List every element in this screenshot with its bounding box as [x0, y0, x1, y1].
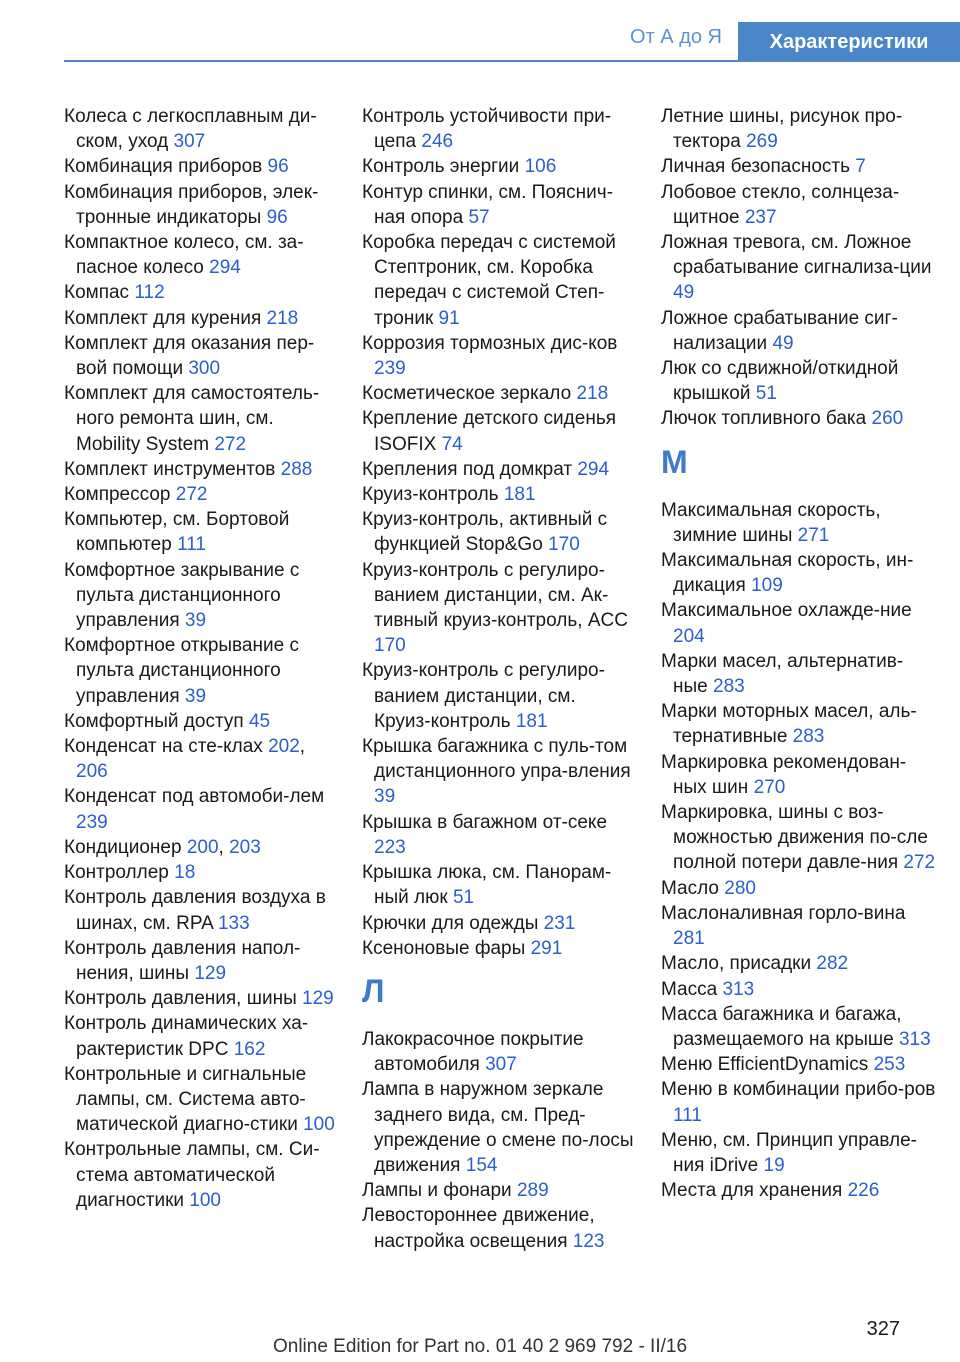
page-reference-link[interactable]: 206 [76, 761, 108, 783]
index-entry-term: Максимальная скорость, зимние шины [661, 499, 881, 546]
index-entry-term: Ксеноновые фары [362, 937, 526, 959]
index-letter-heading: Л [362, 972, 385, 1009]
page-reference-link[interactable]: 294 [577, 458, 610, 480]
page-reference-link[interactable]: 204 [673, 625, 705, 647]
index-entry [64, 1062, 336, 1138]
index-entry [362, 230, 634, 331]
index-entry-term: Круиз-контроль с регулиро-ванием дистанции, см. Ак-тивный круиз-контроль, ACC [362, 559, 628, 632]
index-entry [362, 180, 634, 230]
index-entry-term: Лобовое стекло, солнцеза-щитное [661, 181, 900, 228]
page-reference-link[interactable]: 294 [209, 257, 241, 279]
page-reference-link[interactable]: 39 [184, 685, 207, 707]
index-entry-term: Максимальное охлажде-ние [661, 600, 912, 622]
index-entry [661, 154, 936, 179]
index-entry-term: Крепления под домкрат [362, 458, 573, 480]
index-entry-term: Комфортное закрывание с пульта дистанционного управления [64, 559, 300, 632]
index-entry [661, 498, 936, 548]
page-reference-link[interactable]: 111 [177, 534, 206, 556]
header-chapter-tab: Характеристики [738, 22, 960, 62]
page-reference-link[interactable]: 74 [441, 433, 463, 455]
page-reference-link[interactable]: 271 [797, 524, 830, 546]
page-reference-link[interactable]: 237 [744, 206, 777, 228]
index-entry [661, 977, 936, 1002]
page-reference-link[interactable]: 49 [673, 282, 695, 304]
index-entry [64, 230, 336, 280]
index-entry-term: Контроль давления воздуха в шинах, см. RPA [64, 887, 326, 934]
index-entry-term: Компрессор [64, 484, 171, 506]
index-entry [64, 860, 336, 885]
page-reference-link[interactable]: 291 [530, 937, 563, 959]
index-entry [64, 306, 336, 331]
page-reference-link[interactable]: 170 [548, 534, 580, 556]
page-reference-link[interactable]: 96 [266, 206, 288, 228]
index-entry [362, 658, 634, 734]
index-entry [64, 482, 336, 507]
index-entry-term: Комбинация приборов [64, 156, 263, 178]
index-entry-term: Марки масел, альтернатив-ные [661, 650, 904, 698]
index-entry-term: Контрольные и сигнальные лампы, см. Система авто-матической диагно-стики [64, 1063, 307, 1136]
index-entry [64, 784, 336, 834]
page-reference-link[interactable]: 218 [576, 383, 609, 405]
page-reference-link[interactable]: 246 [421, 131, 454, 153]
index-entry [661, 750, 936, 800]
index-entry [661, 1002, 936, 1052]
page-reference-link[interactable]: 313 [898, 1028, 931, 1050]
index-entry-term: Контроль давления, шины [64, 988, 297, 1010]
index-entry-term: Комфортный доступ [64, 710, 244, 732]
index-entry [661, 800, 936, 876]
index-entry-term: Коррозия тормозных дис-ков [362, 332, 618, 354]
index-column-3 [661, 104, 936, 1203]
page-reference-link[interactable]: 269 [746, 131, 778, 153]
page-reference-link[interactable]: 154 [465, 1154, 498, 1176]
index-entry [64, 280, 336, 305]
index-entry-term: Лампы и фонари [362, 1180, 512, 1202]
index-entry-term: Меню, см. Принцип управле-ния iDrive [661, 1129, 917, 1176]
index-entry [661, 951, 936, 976]
index-entry-term: Левостороннее движение, настройка освещения [362, 1205, 595, 1252]
index-entry-term: Контроль динамических ха-рактеристик DPC [64, 1013, 309, 1060]
index-entry [64, 381, 336, 457]
index-entry-term: Кондиционер [64, 836, 182, 858]
page-reference-link[interactable]: 239 [76, 811, 108, 833]
page-reference-link[interactable]: 283 [713, 676, 745, 698]
index-entry-term: Комплект для оказания пер-вой помощи [64, 332, 315, 380]
index-entry-term: Круиз-контроль [362, 484, 499, 506]
index-entry [362, 911, 634, 936]
index-entry: Конденсат на сте-клах 202, 206 [64, 736, 306, 783]
index-entry-term: Люк со сдвижной/откидной крышкой [661, 358, 899, 405]
page-reference-link[interactable]: 288 [280, 458, 313, 480]
index-entry [661, 1178, 936, 1203]
page-reference-link[interactable]: 181 [515, 710, 548, 732]
index-entry [661, 1128, 936, 1178]
index-entry-term: Максимальная скорость, ин-дикация [661, 550, 914, 597]
index-entry-term: Летние шины, рисунок про-тектора [661, 106, 903, 153]
page-reference-link[interactable]: 39 [184, 610, 207, 632]
index-entry [64, 154, 336, 179]
index-entry-term: Контроллер [64, 862, 169, 884]
index-entry [64, 936, 336, 986]
index-entry-term: Компактное колесо, см. за-пасное колесо [64, 232, 304, 279]
page-reference-link[interactable]: 112 [134, 282, 165, 304]
index-entry-term: Круиз-контроль, активный с функцией Stop&Go [362, 509, 608, 556]
page-reference-link[interactable]: 106 [524, 156, 557, 178]
index-entry [661, 876, 936, 901]
page-reference-link[interactable]: 272 [175, 484, 208, 506]
page-reference-link[interactable]: 272 [903, 852, 936, 874]
index-entry [661, 356, 936, 406]
index-entry-term: Крышка люка, см. Панорам-ный люк [362, 862, 612, 909]
index-entry-term: Комплект для курения [64, 307, 262, 329]
page-reference-link[interactable]: 253 [873, 1054, 906, 1076]
index-entry [362, 1027, 634, 1077]
index-entry: Кондиционер 200, 203 [64, 836, 261, 858]
page-reference-link[interactable]: 39 [374, 786, 396, 808]
index-entry-term: Маслоналивная горло-вина [661, 902, 906, 924]
index-entry [362, 1203, 634, 1253]
page-reference-link[interactable]: 133 [217, 912, 250, 934]
index-entry-term: Крышка в багажном от-секе [362, 811, 608, 833]
header-section-title: От А до Я [630, 26, 722, 48]
page-reference-link[interactable]: 307 [173, 131, 206, 153]
index-entry [362, 860, 634, 910]
page-reference-link[interactable]: 270 [753, 776, 786, 798]
page-reference-link[interactable]: 280 [724, 877, 756, 899]
index-entry [362, 154, 634, 179]
page-reference-link[interactable]: 283 [792, 726, 825, 748]
index-entry-term: Контроль энергии [362, 156, 520, 178]
index-entry [661, 406, 936, 431]
index-entry [661, 901, 936, 951]
page-reference-link[interactable]: 307 [485, 1054, 517, 1076]
index-entry [64, 104, 336, 154]
page-reference-link[interactable]: 96 [267, 156, 289, 178]
index-entry-term: Колеса с легкосплавным ди-ском, уход [64, 106, 317, 153]
index-entry [64, 986, 336, 1011]
index-entry [64, 1137, 336, 1213]
page-reference-link[interactable]: 162 [233, 1038, 266, 1060]
index-entry-term: Комплект для самостоятель-ного ремонта шин, см. Mobility System [64, 383, 320, 455]
index-entry-term: Конденсат на сте-клах [64, 736, 263, 758]
index-entry-term: Комплект инструментов [64, 458, 276, 480]
page-reference-link[interactable]: 49 [772, 332, 794, 354]
index-entry-term: Контур спинки, см. Пояснич-ная опора [362, 181, 614, 228]
page-reference-link[interactable]: 57 [468, 206, 490, 228]
page-reference-link[interactable]: 19 [763, 1154, 785, 1176]
page-reference-link[interactable]: 100 [303, 1114, 335, 1136]
page-reference-link[interactable]: 223 [374, 836, 406, 858]
index-entry [362, 734, 634, 810]
index-entry-term: Масло [661, 877, 719, 899]
index-entry-term: Комфортное открывание с пульта дистанционного управления [64, 635, 299, 707]
index-entry-term: Крепление детского сиденья ISOFIX [362, 408, 617, 455]
index-entry [64, 507, 336, 557]
index-entry [661, 306, 936, 356]
index-entry-term: Комбинация приборов, элек-тронные индикаторы [64, 181, 319, 228]
page-reference-link[interactable]: 231 [543, 912, 576, 934]
index-entry-term: Меню в комбинации прибо-ров [661, 1079, 936, 1101]
index-entry-term: Ложная тревога, см. Ложное срабатывание сигнализа-ции [661, 232, 932, 279]
page-reference-link[interactable]: 181 [503, 484, 536, 506]
index-entry [661, 548, 936, 598]
index-entry-term: Крючки для одежды [362, 912, 539, 934]
index-entry [64, 633, 336, 709]
index-entry [661, 699, 936, 749]
index-entry [661, 598, 936, 648]
page-reference-link[interactable]: 45 [248, 710, 271, 732]
page-reference-link[interactable]: 289 [516, 1180, 549, 1202]
page-reference-link[interactable]: 203 [229, 836, 261, 858]
index-entry-term: Коробка передач с системой Стептроник, см. Коробка передач с системой Степ-троник [362, 232, 616, 329]
index-entry-term: Масса [661, 978, 718, 1000]
page-reference-link[interactable]: 18 [174, 862, 196, 884]
page-reference-link[interactable]: 202 [268, 736, 300, 758]
index-entry [362, 406, 634, 456]
index-entry-term: Косметическое зеркало [362, 383, 572, 405]
index-entry-term: Маркировка рекомендован-ных шин [661, 751, 907, 798]
index-entry-term: Лампа в наружном зеркале заднего вида, см. Пред-упреждение о смене по-лосы движения [362, 1079, 634, 1176]
index-entry [362, 331, 634, 381]
page-reference-link[interactable]: 7 [855, 156, 866, 178]
index-entry [362, 936, 634, 961]
index-column-2 [362, 104, 634, 1254]
index-entry-term: Масло, присадки [661, 953, 812, 975]
index-entry-term: Конденсат под автомоби-лем [64, 786, 325, 808]
page-reference-link[interactable]: 281 [673, 928, 705, 950]
index-entry-term: Лючок топливного бака [661, 408, 867, 430]
index-entry-term: Маркировка, шины с воз-можностью движения по-сле полной потери давле-ния [661, 802, 928, 874]
index-letter-heading: М [661, 443, 688, 480]
index-entry [661, 1077, 936, 1127]
index-entry [64, 1011, 336, 1061]
page-reference-link[interactable]: 91 [438, 307, 460, 329]
footer-edition: Online Edition for Part no. 01 40 2 969 792 - II/16 [272, 1336, 688, 1357]
page-reference-link[interactable]: 109 [751, 575, 783, 597]
page-reference-link[interactable]: 272 [214, 433, 247, 455]
page-reference-link[interactable]: 200 [186, 836, 219, 858]
index-entry [64, 331, 336, 381]
index-entry [362, 558, 634, 659]
index-entry-term: Контроль давления напол-нения, шины [64, 937, 301, 984]
index-entry-term: Места для хранения [661, 1180, 843, 1202]
index-entry [661, 180, 936, 230]
index-entry-term: Контроль устойчивости при-цепа [362, 106, 612, 153]
index-column-1 [64, 104, 336, 1213]
page-reference-link[interactable]: 123 [572, 1230, 605, 1252]
page-reference-link[interactable]: 170 [374, 635, 406, 657]
index-entry-term: Ложное срабатывание сиг-нализации [661, 307, 898, 354]
index-entry [64, 709, 336, 734]
index-entry [661, 230, 936, 306]
index-entry [362, 810, 634, 860]
index-entry [64, 558, 336, 634]
index-entry [362, 507, 634, 557]
index-entry [64, 180, 336, 230]
index-entry-term: Масса багажника и багажа, размещаемого на крыше [661, 1003, 902, 1050]
index-entry [362, 1077, 634, 1178]
page-reference-link[interactable]: 313 [722, 978, 755, 1000]
page-reference-link[interactable]: 51 [755, 383, 777, 405]
index-entry [661, 649, 936, 699]
index-entry [362, 1178, 634, 1203]
page-reference-link[interactable]: 129 [302, 988, 334, 1010]
index-entry-term: Меню EfficientDynamics [661, 1054, 869, 1076]
page-reference-link[interactable]: 300 [188, 358, 221, 380]
page-reference-link[interactable]: 51 [452, 887, 475, 909]
page-reference-link[interactable]: 282 [816, 953, 849, 975]
index-entry [661, 104, 936, 154]
index-entry-term: Компьютер, см. Бортовой компьютер [64, 509, 290, 556]
index-entry [362, 381, 634, 406]
index-entry [661, 1052, 936, 1077]
page-reference-link[interactable]: 100 [189, 1189, 221, 1211]
page-reference-link[interactable]: 111 [673, 1104, 702, 1126]
page-reference-link[interactable]: 260 [871, 408, 904, 430]
index-entry [362, 482, 634, 507]
index-entry-term: Компас [64, 282, 130, 304]
index-entry [362, 457, 634, 482]
index-entry-term: Крышка багажника с пуль-том дистанционного упра-вления [362, 736, 631, 783]
page-reference-link[interactable]: 226 [847, 1180, 880, 1202]
page-number: 327 [866, 1318, 900, 1340]
index-entry [362, 104, 634, 154]
index-entry [64, 885, 336, 935]
index-entry-term: Контрольные лампы, см. Си-стема автоматической диагностики [64, 1139, 320, 1211]
index-entry [64, 457, 336, 482]
index-entry-term: Лакокрасочное покрытие автомобиля [362, 1028, 584, 1076]
page-reference-link[interactable]: 239 [374, 358, 406, 380]
index-entry-term: Круиз-контроль с регулиро-ванием дистанции, см. Круиз-контроль [362, 660, 605, 732]
page-reference-link[interactable]: 218 [266, 307, 299, 329]
index-entry-term: Марки моторных масел, аль-тернативные [661, 701, 917, 748]
page-reference-link[interactable]: 129 [194, 962, 227, 984]
index-entry-term: Личная безопасность [661, 156, 851, 178]
